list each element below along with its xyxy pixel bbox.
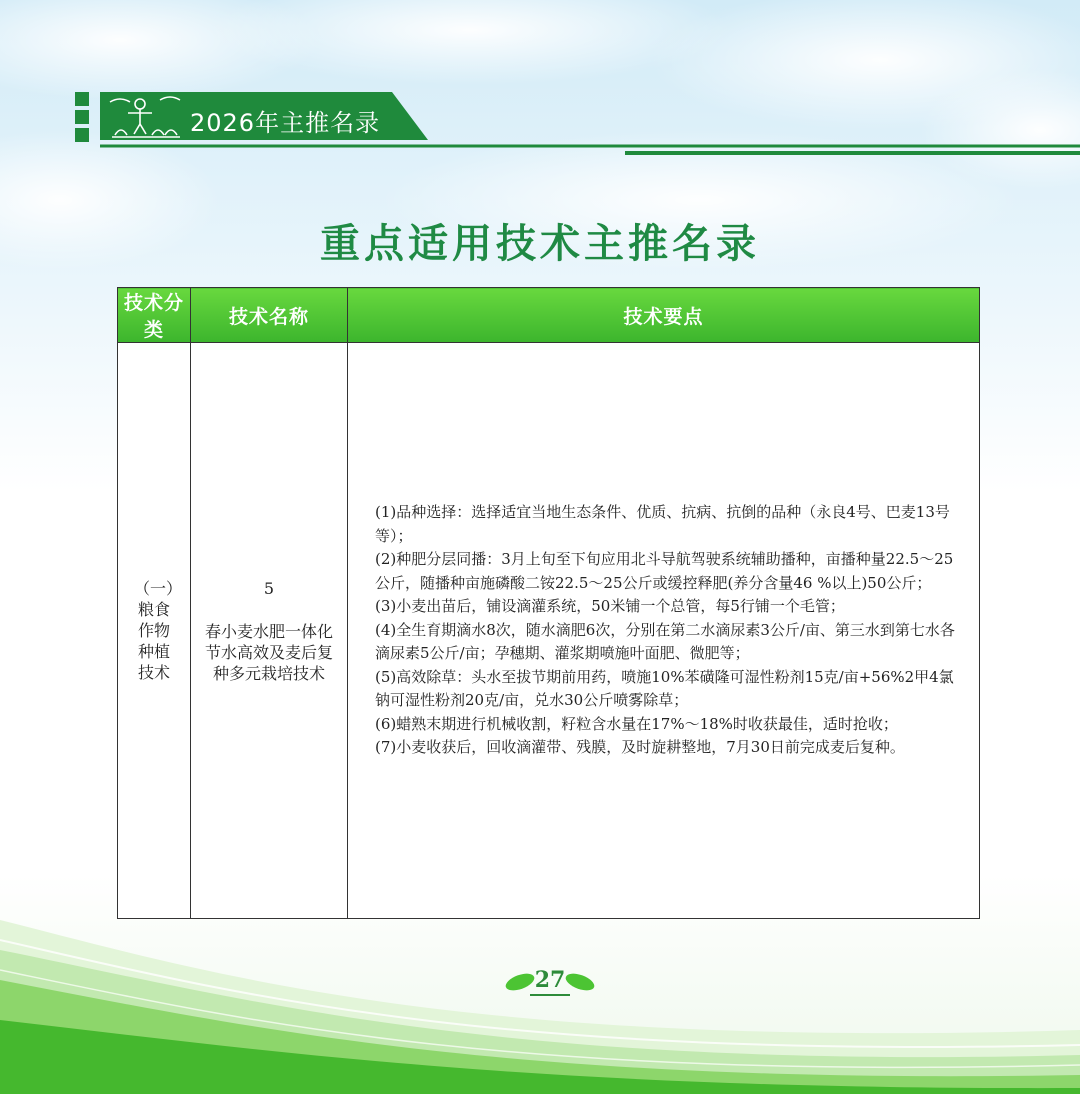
technology-table	[117, 287, 980, 919]
column-header-name: 技术名称	[191, 288, 348, 343]
technology-name-cell	[191, 343, 348, 919]
point-item: (3)小麦出苗后，铺设滴灌系统，50米铺一个总管，每5行铺一个毛管；	[375, 597, 845, 616]
technology-name: 春小麦水肥一体化节水高效及麦后复种多元栽培技术	[204, 621, 333, 683]
page-number-badge	[500, 962, 600, 1002]
header-banner	[0, 0, 1080, 170]
category-text: （一）粮食作物种植技术	[134, 579, 183, 682]
point-item: (5)高效除草：头水至拔节期前用药，喷施10%苯磺隆可湿性粉剂15克/亩+56%2甲4氯钠可湿性粉剂20克/亩，兑水30公斤喷雾除草；	[375, 667, 954, 710]
table-header-row	[118, 288, 980, 343]
banner-title: 2026年主推名录	[190, 109, 381, 137]
column-header-category: 技术分类	[118, 288, 191, 343]
technology-points-cell	[348, 343, 980, 919]
technology-number: 5	[263, 578, 275, 598]
point-item: (7)小麦收获后，回收滴灌带、残膜，及时旋耕整地，7月30日前完成麦后复种。	[375, 738, 905, 757]
category-cell	[118, 343, 191, 919]
page-number: 27	[534, 967, 566, 993]
point-item: (1)品种选择：选择适宜当地生态条件、优质、抗病、抗倒的品种（永良4号、巴麦13号等）；	[375, 503, 950, 545]
point-item: (6)蜡熟末期进行机械收割，籽粒含水量在17%～18%时收获最佳，适时抢收；	[375, 714, 898, 733]
column-header-points: 技术要点	[348, 288, 980, 343]
point-item: (2)种肥分层同播：3月上旬至下旬应用北斗导航驾驶系统辅助播种，亩播种量22.5～25公斤，随播种亩施磷酸二铵22.5～25公斤或缓控释肥(养分含量46 %以上)50公斤；	[375, 550, 954, 592]
table-row	[118, 343, 980, 919]
page-title: 重点适用技术主推名录	[320, 221, 760, 267]
point-item: (4)全生育期滴水8次，随水滴肥6次，分别在第二水滴尿素3公斤/亩、第三水到第七水各滴尿素5公斤/亩；孕穗期、灌浆期喷施叶面肥、微肥等；	[375, 620, 955, 663]
